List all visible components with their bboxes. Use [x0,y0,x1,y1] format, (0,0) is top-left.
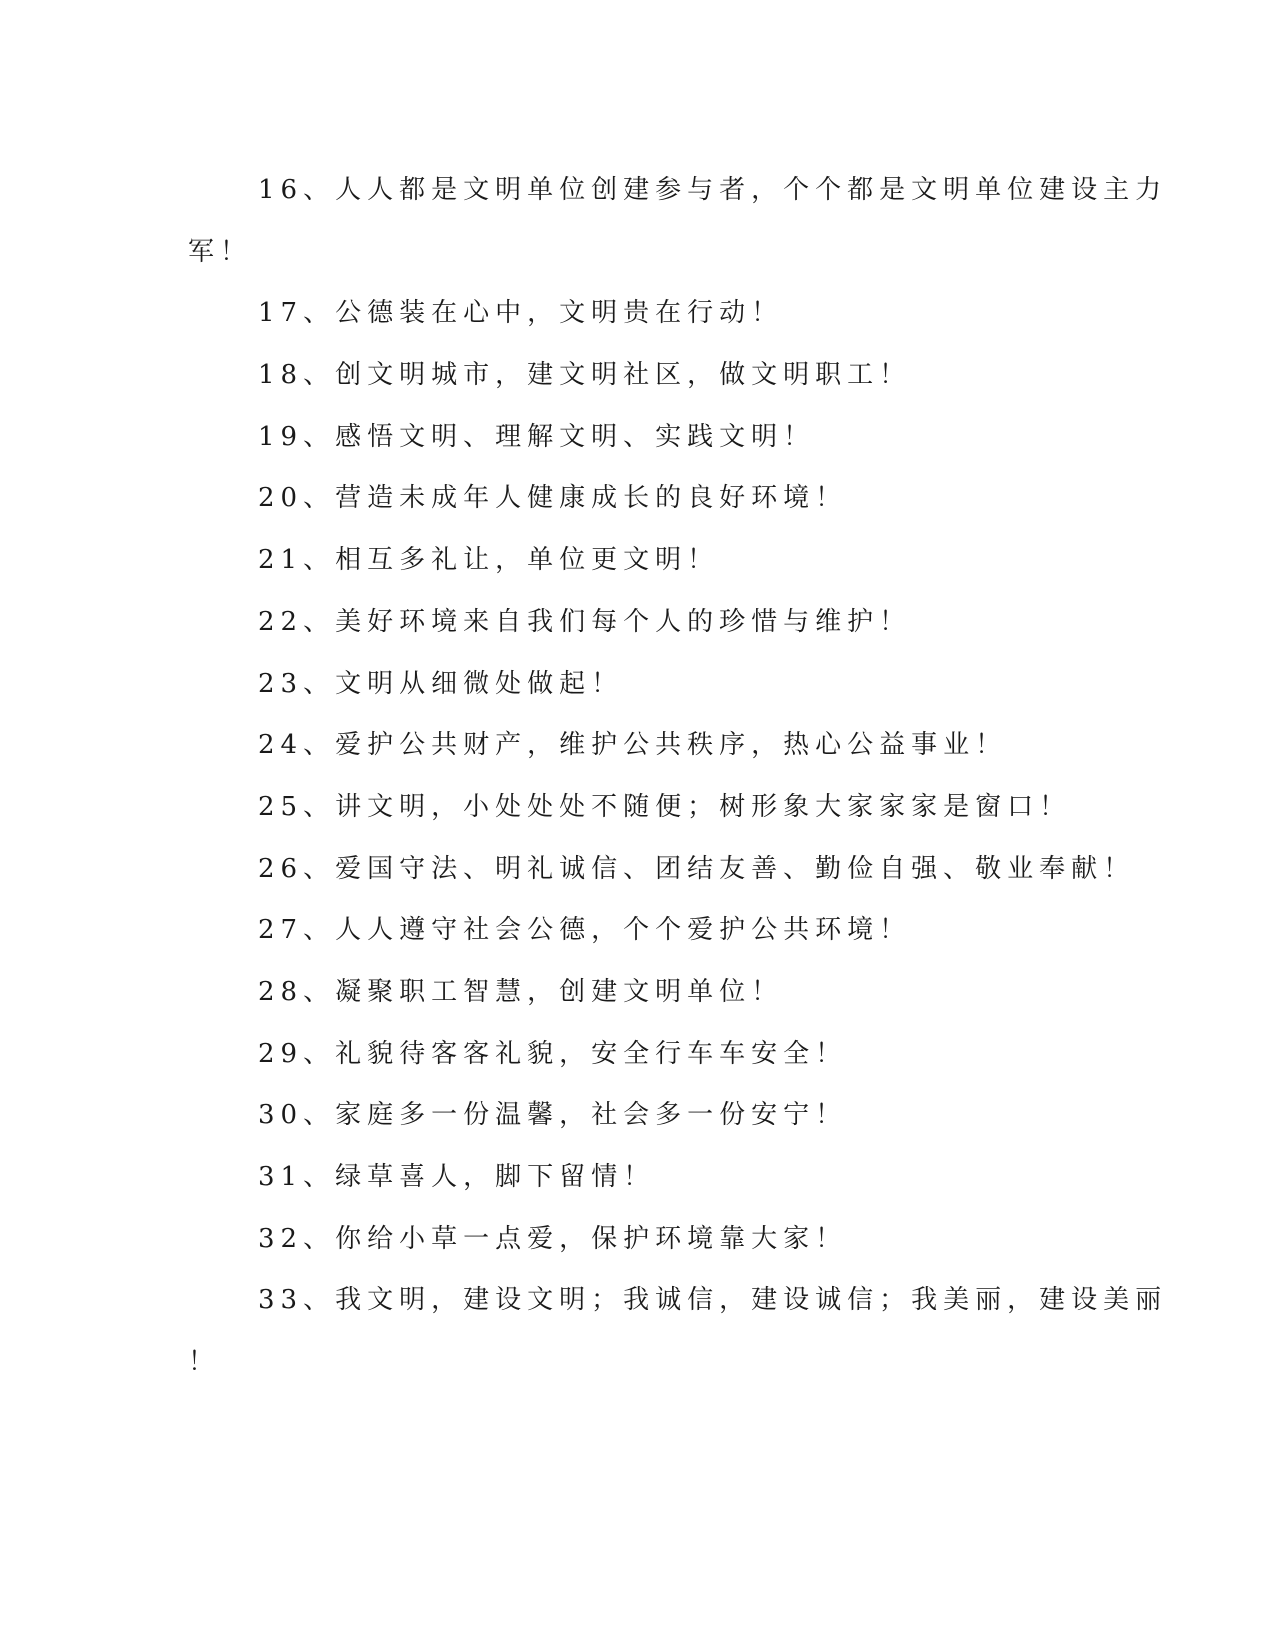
text-line: 30、家庭多一份温馨，社会多一份安宁！ [258,1100,848,1131]
text-line: 21、相互多礼让，单位更文明！ [258,545,720,576]
text-line: 18、创文明城市，建文明社区，做文明职工！ [258,360,912,391]
text-line: 28、凝聚职工智慧，创建文明单位！ [258,976,784,1007]
text-line: 29、礼貌待客客礼貌，安全行车车安全！ [258,1038,848,1069]
text-line: 17、公德装在心中，文明贵在行动！ [258,298,784,329]
text-line: 24、爱护公共财产，维护公共秩序，热心公益事业！ [258,730,1008,761]
text-line: 27、人人遵守社会公德，个个爱护公共环境！ [258,915,912,946]
text-line: 19、感悟文明、理解文明、实践文明！ [258,421,816,452]
text-line: 22、美好环境来自我们每个人的珍惜与维护！ [258,606,912,637]
text-line: 20、营造未成年人健康成长的良好环境！ [258,483,848,514]
text-line: 23、文明从细微处做起！ [258,668,624,699]
text-line: 32、你给小草一点爱，保护环境靠大家！ [258,1223,848,1254]
text-line: ！ [188,1347,221,1378]
document-body [188,160,1168,1394]
text-line: 31、绿草喜人，脚下留情！ [258,1162,656,1192]
text-line: 33、我文明，建设文明；我诚信，建设诚信；我美丽，建设美丽 [258,1285,1168,1316]
text-line: 军！ [188,236,253,267]
text-line: 25、讲文明，小处处处不随便；树形象大家家家是窗口！ [258,791,1072,822]
text-line: 26、爱国守法、明礼诚信、团结友善、勤俭自强、敬业奉献！ [258,853,1136,884]
text-line: 16、人人都是文明单位创建参与者，个个都是文明单位建设主力 [258,175,1168,205]
